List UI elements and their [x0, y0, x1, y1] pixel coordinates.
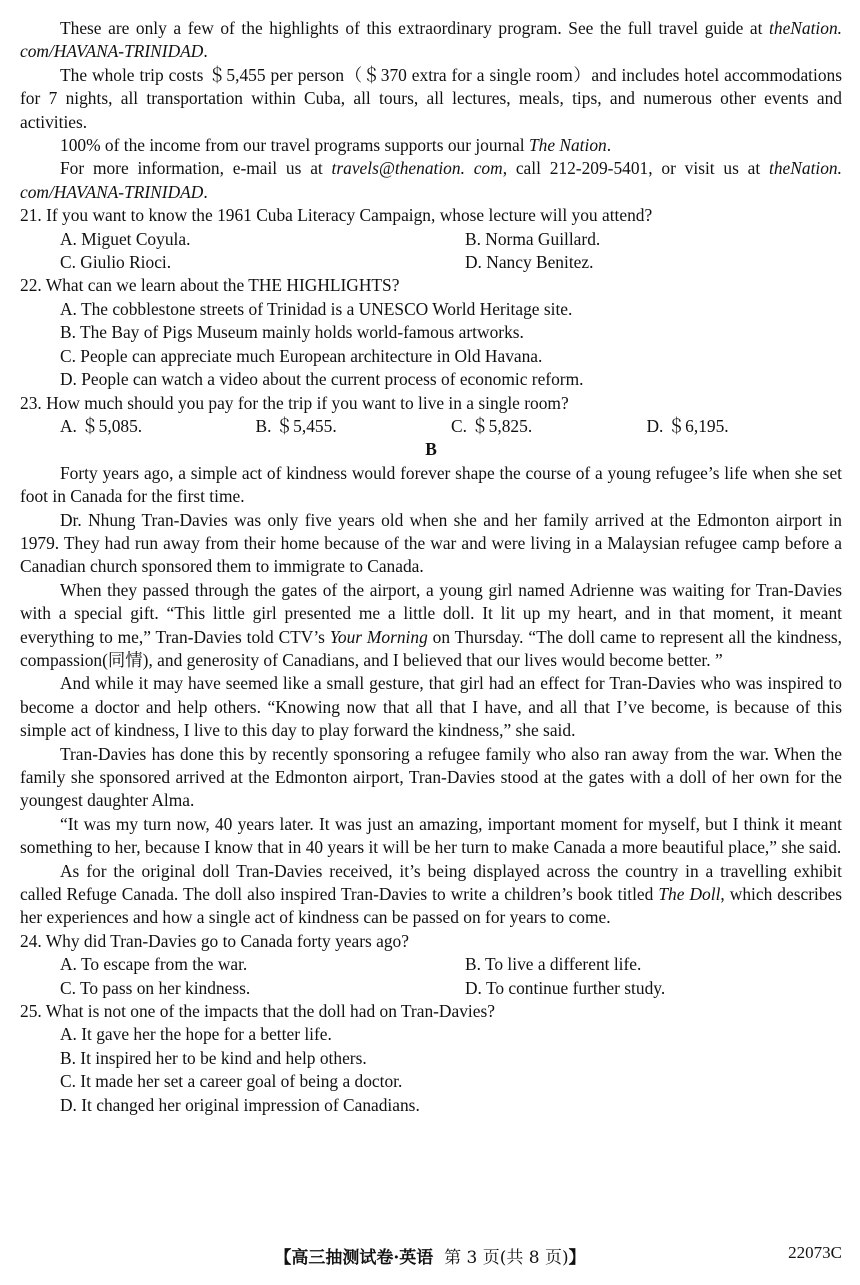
option-c: C. It made her set a career goal of being a doctor. — [60, 1071, 403, 1092]
question-21-options-row-2 — [20, 251, 842, 274]
option-c: C. Giulio Rioci. — [60, 252, 172, 273]
option-d: D. Nancy Benitez. — [465, 252, 594, 273]
intro-paragraph-2: The whole trip costs ＄5,455 per person（＄370 extra for a single room）and includes hotel accommodations for 7 nights, all transportation within Cuba, all tours, all lectures, meals, tips, and numerous other events and activities. — [20, 64, 842, 132]
option-d: D. To continue further study. — [465, 977, 666, 998]
footer-title: 【高三抽测试卷·英语 第 3 页(共 8 页)】 — [274, 1248, 586, 1268]
exam-code: 22073C — [788, 1243, 842, 1262]
subject-name: 英语 — [399, 1248, 434, 1268]
passage-b-paragraph-4: And while it may have seemed like a small gesture, that girl had an effect for Tran-Davies who was inspired to become a doctor and help others. “Knowing now that all that I have, and all that I’ve become, is because of this simple act of kindness, I live to this day to play forward the kindness,” she said. — [20, 673, 842, 741]
journal-title: The Nation — [528, 135, 607, 156]
option-c: C. To pass on her kindness. — [60, 977, 251, 998]
option-a: A. ＄5,085. — [60, 415, 143, 436]
option-c: C. ＄5,825. — [451, 415, 533, 436]
question-24-stem: 24. Why did Tran-Davies go to Canada forty years ago? — [20, 930, 409, 951]
book-title: The Doll — [658, 884, 721, 905]
email-link: travels@thenation. com — [331, 158, 503, 179]
section-b-heading: B — [425, 439, 437, 460]
option-b: B. Norma Guillard. — [465, 228, 601, 249]
question-24-options-row-1 — [20, 953, 842, 976]
page-footer — [0, 1243, 860, 1269]
website-link: theNation. com/HAVANA-TRINIDAD — [20, 158, 842, 202]
question-24-options-row-2 — [20, 977, 842, 1000]
page-number: 第 3 页(共 8 页) — [444, 1248, 569, 1268]
intro-paragraph-4: For more information, e-mail us at travels@thenation. com, call 212-209-5401, or visit us at theNation. com/HAVANA-TRINIDAD. — [20, 158, 842, 202]
option-a: A. To escape from the war. — [60, 954, 248, 975]
passage-b-paragraph-5: Tran-Davies has done this by recently sponsoring a refugee family who also ran away from the war. When the family she sponsored arrived at the Edmonton airport, Tran-Davies stood at the gates with a doll of her own for the youngest daughter Alma. — [20, 743, 842, 811]
passage-b-paragraph-7: As for the original doll Tran-Davies received, it’s being displayed across the country in a travelling exhibit called Refuge Canada. The doll also inspired Tran-Davies to write a children’s book titled The Doll, which describes her experiences and how a single act of kindness can be passed on for years to come. — [20, 860, 842, 928]
question-25-stem: 25. What is not one of the impacts that the doll had on Tran-Davies? — [20, 1001, 495, 1022]
passage-b-paragraph-1: Forty years ago, a simple act of kindness would forever shape the course of a young refugee’s life when she set foot in Canada for the first time. — [20, 462, 842, 507]
option-b: B. To live a different life. — [465, 954, 642, 975]
question-21-stem: 21. If you want to know the 1961 Cuba Literacy Campaign, whose lecture will you attend? — [20, 205, 653, 226]
option-c: C. People can appreciate much European architecture in Old Havana. — [60, 345, 543, 366]
option-a: A. It gave her the hope for a better life. — [60, 1024, 332, 1045]
intro-paragraph-1: These are only a few of the highlights of this extraordinary program. See the full travel guide at theNation. com/HAVANA-TRINIDAD. — [20, 18, 842, 62]
option-b: B. ＄5,455. — [255, 415, 337, 436]
exam-name: 高三抽测试卷 — [291, 1248, 394, 1268]
option-a: A. Miguet Coyula. — [60, 228, 191, 249]
show-title: Your Morning — [329, 626, 428, 647]
question-21-options-row-1 — [20, 228, 842, 251]
option-a: A. The cobblestone streets of Trinidad is a UNESCO World Heritage site. — [60, 298, 573, 319]
option-d: D. It changed her original impression of Canadians. — [60, 1094, 420, 1115]
passage-b-paragraph-2: Dr. Nhung Tran-Davies was only five years old when she and her family arrived at the Edmonton airport in 1979. They had run away from their home because of the war and were living in a Malaysian refugee camp before a Canadian church sponsored them to immigrate to Canada. — [20, 509, 842, 577]
question-23-options — [20, 415, 842, 438]
passage-b-paragraph-6: “It was my turn now, 40 years later. It was just an amazing, important moment for myself, but I think it meant something to her, because I know that in 40 years it will be her turn to make Canada a more beautiful place,” she said. — [20, 813, 842, 858]
option-d: D. People can watch a video about the current process of economic reform. — [60, 369, 584, 390]
intro-paragraph-3: 100% of the income from our travel programs supports our journal The Nation. — [60, 135, 612, 156]
question-23-stem: 23. How much should you pay for the trip if you want to live in a single room? — [20, 392, 569, 413]
passage-b-paragraph-3: When they passed through the gates of the airport, a young girl named Adrienne was waiting for Tran-Davies with a special gift. “This little girl presented me a little doll. It lit up my heart, and in that moment, it meant everything to me,” Tran-Davies told CTV’s Your Morning on Thursday. “The doll came to represent all the kindness, compassion(同情), and generosity of Canadians, and I believed that our lives would become better. ” — [20, 579, 842, 670]
exam-page — [20, 17, 842, 1117]
option-d: D. ＄6,195. — [646, 415, 729, 436]
option-b: B. It inspired her to be kind and help others. — [60, 1047, 367, 1068]
website-link: theNation. com/HAVANA-TRINIDAD — [20, 18, 842, 62]
question-22-stem: 22. What can we learn about the THE HIGHLIGHTS? — [20, 275, 400, 296]
option-b: B. The Bay of Pigs Museum mainly holds world-famous artworks. — [60, 322, 524, 343]
